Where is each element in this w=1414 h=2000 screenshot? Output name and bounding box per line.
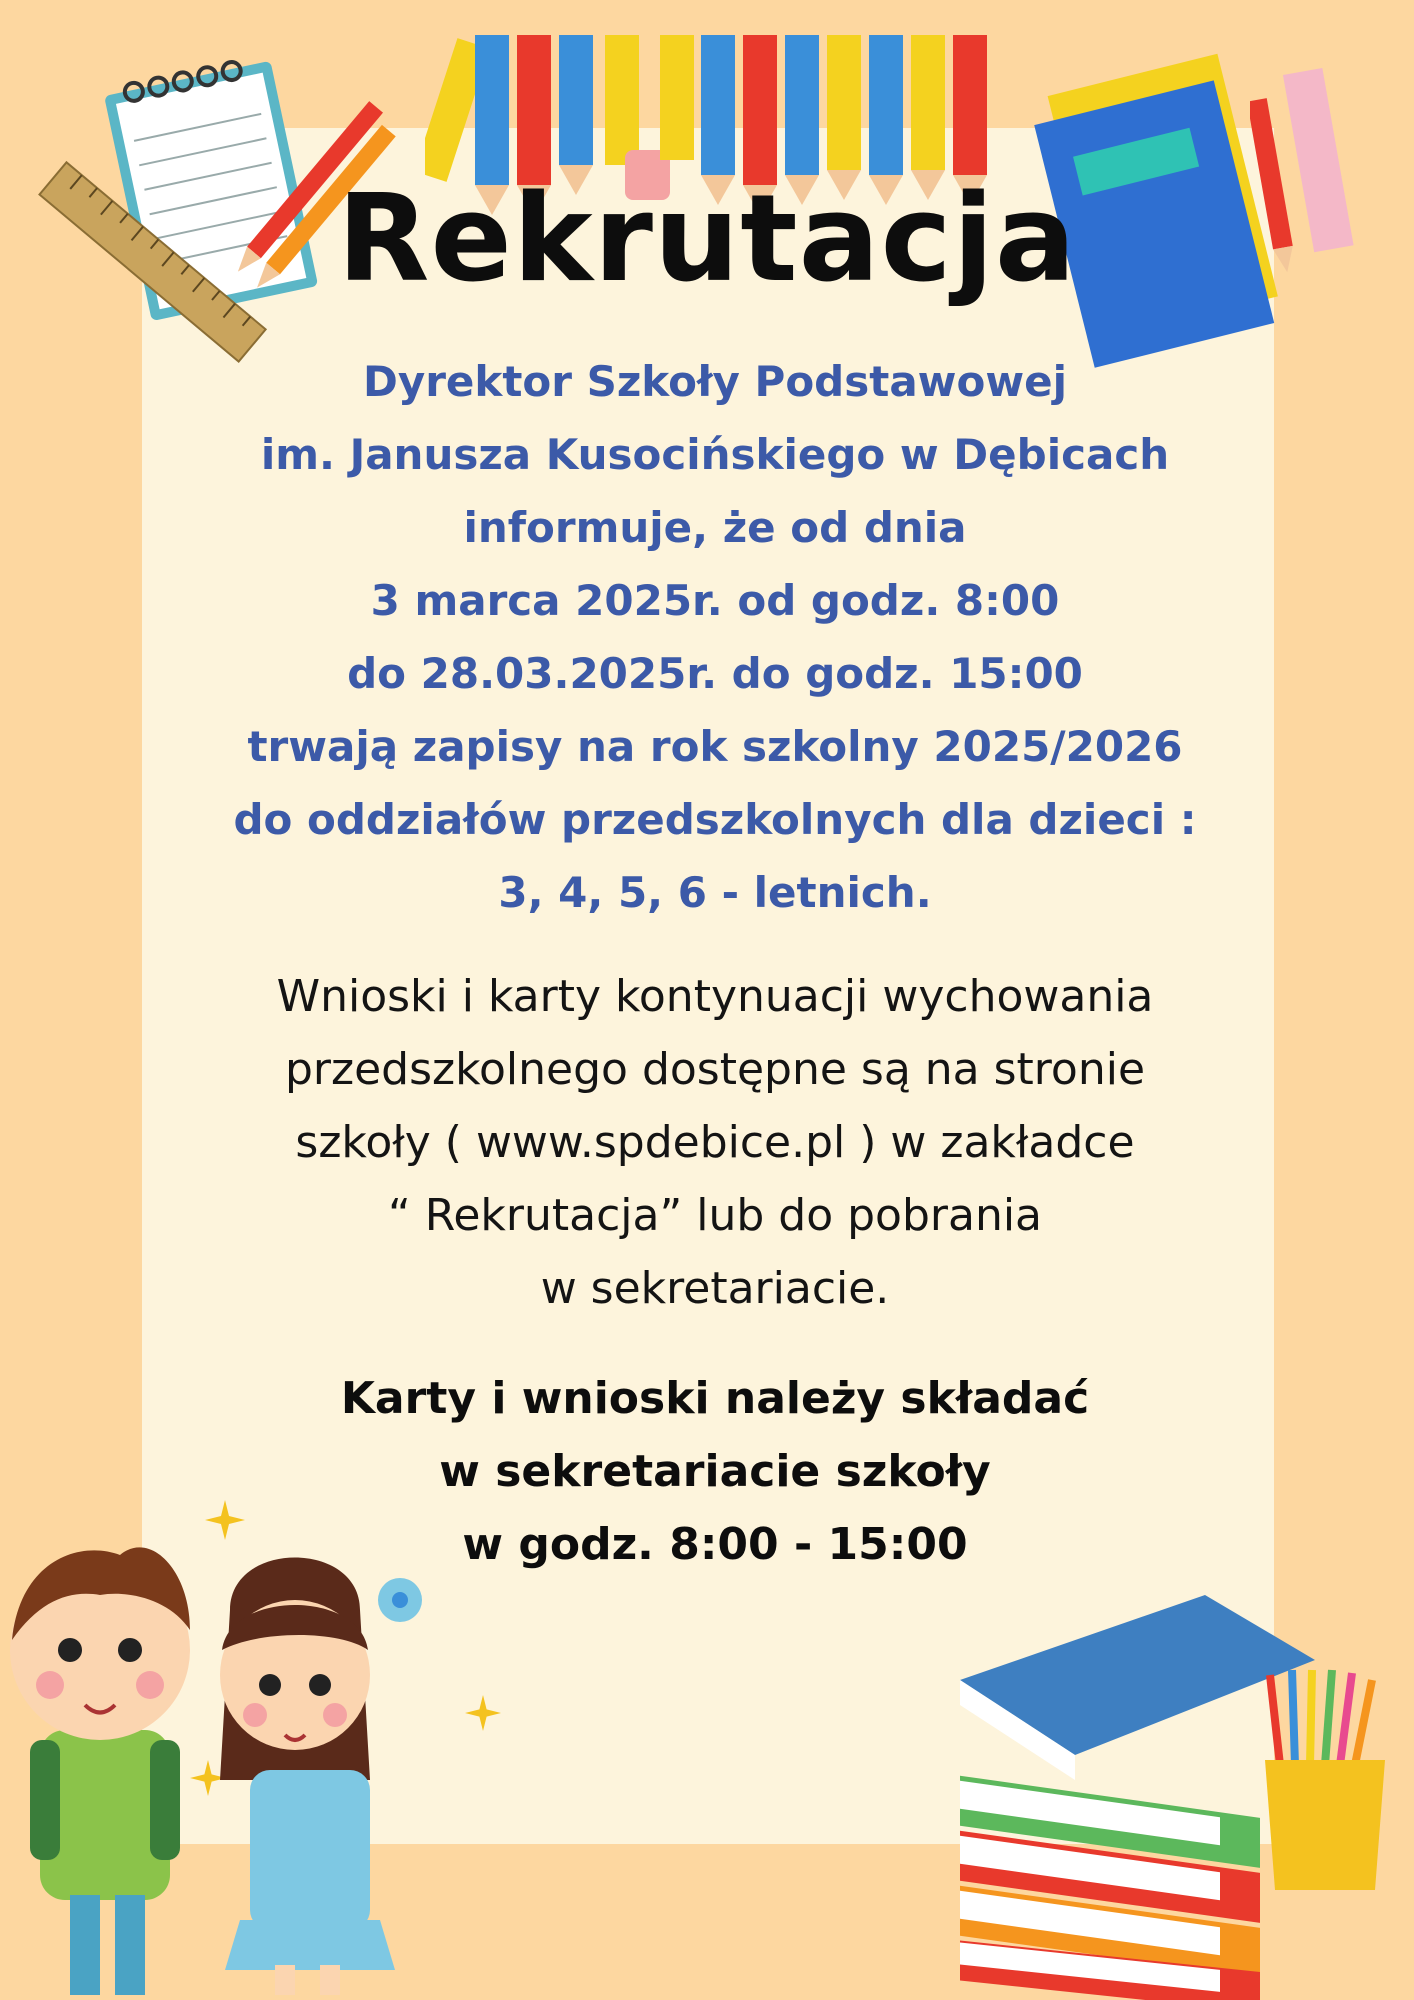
poster-title: Rekrutacja — [337, 170, 1077, 309]
pencil-cup-icon — [1260, 1665, 1390, 1895]
recruitment-info — [150, 345, 1280, 929]
info-line: do 28.03.2025r. do godz. 15:00 — [347, 649, 1083, 698]
docs-line: szkoły ( www.spdebice.pl ) w zakładce — [295, 1117, 1135, 1168]
boy-figure — [10, 1547, 190, 1995]
info-line: im. Janusza Kusocińskiego w Dębicach — [260, 430, 1170, 479]
docs-line: w sekretariacie. — [540, 1263, 890, 1314]
docs-line: Wnioski i karty kontynuacji wychowania — [276, 971, 1154, 1022]
submit-line: Karty i wnioski należy składać — [340, 1373, 1090, 1424]
docs-line: przedszkolnego dostępne są na stronie — [284, 1044, 1146, 1095]
docs-line: “ Rekrutacja” lub do pobrania — [387, 1190, 1043, 1241]
sparkle-icon — [465, 1695, 501, 1731]
info-line: trwają zapisy na rok szkolny 2025/2026 — [247, 722, 1183, 771]
girl-figure — [220, 1558, 422, 1996]
info-line: 3, 4, 5, 6 - letnich. — [498, 868, 932, 917]
documents-info — [150, 960, 1280, 1325]
info-line: do oddziałów przedszkolnych dla dzieci : — [233, 795, 1197, 844]
info-line: 3 marca 2025r. od godz. 8:00 — [370, 576, 1060, 625]
info-line: informuje, że od dnia — [463, 503, 967, 552]
submit-line: w sekretariacie szkoły — [439, 1446, 991, 1497]
submit-line: w godz. 8:00 - 15:00 — [462, 1519, 968, 1570]
info-line: Dyrektor Szkoły Podstawowej — [362, 357, 1068, 406]
children-illustration — [0, 1500, 470, 2000]
